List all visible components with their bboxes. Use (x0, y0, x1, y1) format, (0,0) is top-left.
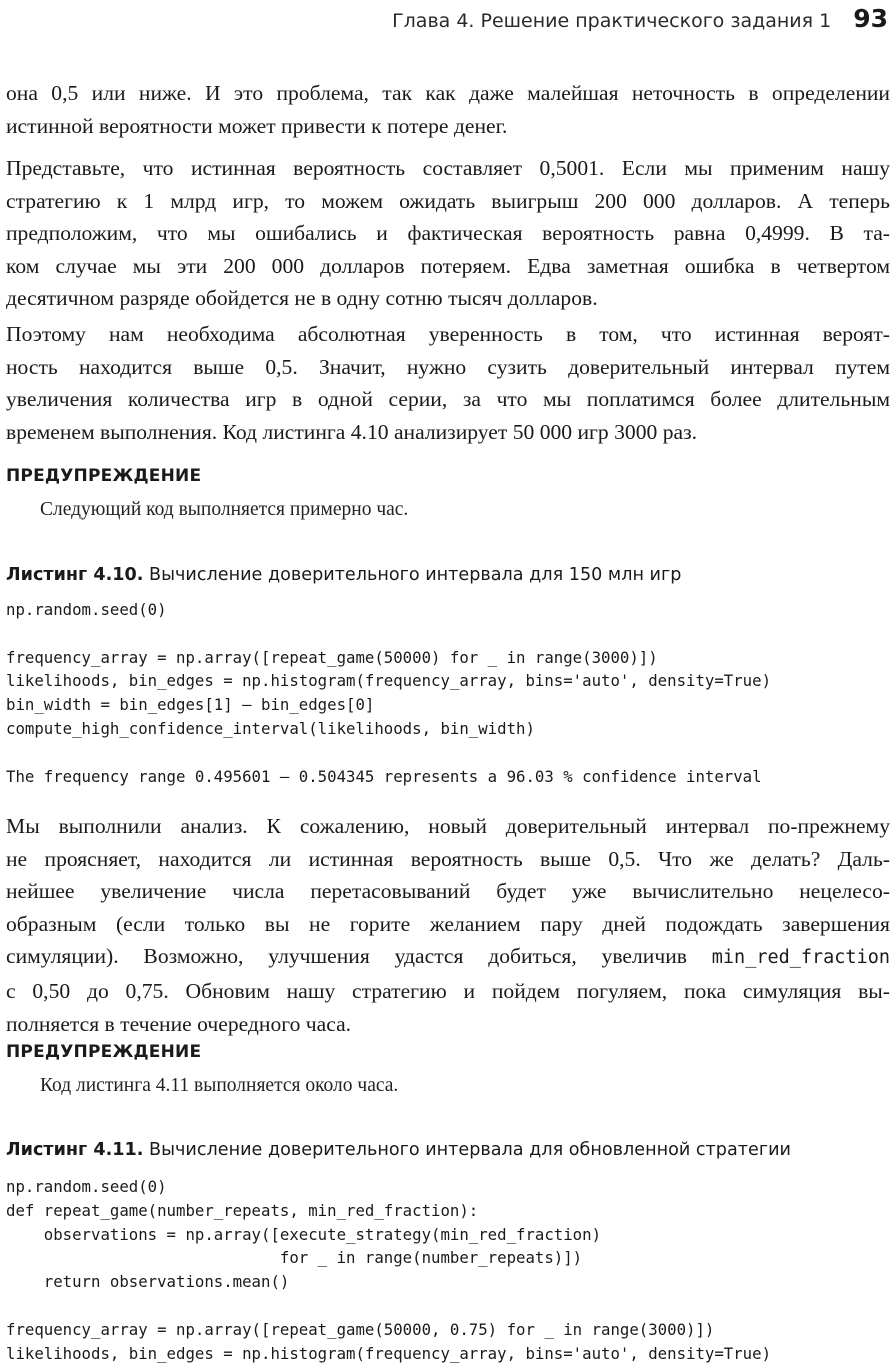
warning-text: Следующий код выполняется примерно час. (40, 499, 409, 520)
code-line: np.random.seed(0) (6, 600, 167, 619)
text-line: Представьте, что истинная вероятность составляет 0,5001. Если мы применим нашу (6, 156, 890, 180)
paragraph-3 (6, 318, 890, 448)
text-line: Мы выполнили анализ. К сожалению, новый доверительный интервал по-прежнему (6, 814, 890, 838)
text-line: стратегию к 1 млрд игр, то можем ожидать выигрыш 200 000 долларов. А теперь (6, 188, 890, 213)
code-line (6, 741, 771, 765)
code-line: frequency_array = np.array([repeat_game(50000, 0.75) for _ in range(3000)]) (6, 1319, 715, 1339)
text-line: предположим, что мы ошибались и фактическая вероятность равна 0,4999. В та- (6, 221, 890, 246)
listing-label: Листинг 4.10. (6, 565, 144, 585)
text-line: она 0,5 или ниже. И это проблема, так как даже малейшая неточность в определении (6, 81, 890, 105)
code-line: np.random.seed(0) (6, 1177, 167, 1196)
code-line: compute_high_confidence_interval(likelihoods, bin_width) (6, 718, 535, 738)
code-line: observations = np.array([execute_strategy(min_red_fraction) (6, 1224, 602, 1244)
code-listing-4-10 (6, 598, 771, 788)
code-line: return observations.mean() (6, 1272, 290, 1292)
page-header (392, 4, 888, 36)
code-line (6, 622, 771, 646)
text-line: с 0,50 до 0,75. Обновим нашу стратегию и пойдем погуляем, пока симуляция вы- (6, 978, 890, 1003)
paragraph-2 (6, 152, 890, 315)
listing-caption (6, 1140, 791, 1160)
warning-title: ПРЕДУПРЕЖДЕНИЕ (6, 466, 202, 486)
text-line: полняется в течение очередного часа. (6, 1011, 352, 1036)
code-line: for _ in range(number_repeats)]) (6, 1248, 583, 1268)
text-line (6, 940, 890, 975)
chapter-title: Глава 4. Решение практического задания 1 (392, 10, 832, 32)
warning-text: Код листинга 4.11 выполняется около часа. (40, 1075, 399, 1096)
code-line: bin_width = bin_edges[1] – bin_edges[0] (6, 695, 375, 715)
code-line: def repeat_game(number_repeats, min_red_fraction): (6, 1200, 479, 1220)
warning-title: ПРЕДУПРЕЖДЕНИЕ (6, 1042, 202, 1062)
text-line: истинной вероятности может привести к потере денег. (6, 113, 508, 138)
listing-caption-text: Вычисление доверительного интервала для 150 млн игр (143, 565, 682, 585)
text-line: ность находится выше 0,5. Значит, нужно сузить доверительный интервал путем (6, 354, 890, 379)
code-line: frequency_array = np.array([repeat_game(50000) for _ in range(3000)]) (6, 647, 658, 667)
code-line: likelihoods, bin_edges = np.histogram(frequency_array, bins='auto', density=True) (6, 671, 772, 691)
code-line (6, 1294, 771, 1318)
text-fragment: симуляции). Возможно, улучшения удастся добиться, увеличив (6, 944, 712, 969)
paragraph-1 (6, 77, 890, 142)
text-line: десятичном разряде обойдется не в одну сотню тысяч долларов. (6, 286, 598, 311)
listing-caption (6, 565, 681, 585)
text-line: нейшее увеличение числа перетасовываний будет уже вычислительно нецелесо- (6, 879, 890, 904)
text-line: образным (если только вы не горите желанием пару дней подождать завершения (6, 911, 890, 936)
text-line: Поэтому нам необходима абсолютная уверенность в том, что истинная вероят- (6, 322, 890, 346)
code-output-line: The frequency range 0.495601 – 0.504345 represents a 96.03 % confidence interval (6, 766, 762, 786)
page-number: 93 (853, 4, 888, 33)
paragraph-4 (6, 810, 890, 1040)
text-line: увеличения количества игр в одной серии, за что мы поплатимся более длительным (6, 387, 890, 412)
inline-code: min_red_fraction (711, 947, 890, 969)
listing-caption-text: Вычисление доверительного интервала для обновленной стратегии (143, 1140, 791, 1160)
code-line: likelihoods, bin_edges = np.histogram(frequency_array, bins='auto', density=True) (6, 1343, 772, 1363)
text-line: временем выполнения. Код листинга 4.10 анализирует 50 000 игр 3000 раз. (6, 419, 697, 444)
code-listing-4-11 (6, 1175, 771, 1365)
text-line: не проясняет, находится ли истинная вероятность выше 0,5. Что же делать? Даль- (6, 846, 890, 871)
listing-label: Листинг 4.11. (6, 1140, 144, 1160)
text-line: ком случае мы эти 200 000 долларов потеряем. Едва заметная ошибка в четвертом (6, 253, 890, 278)
